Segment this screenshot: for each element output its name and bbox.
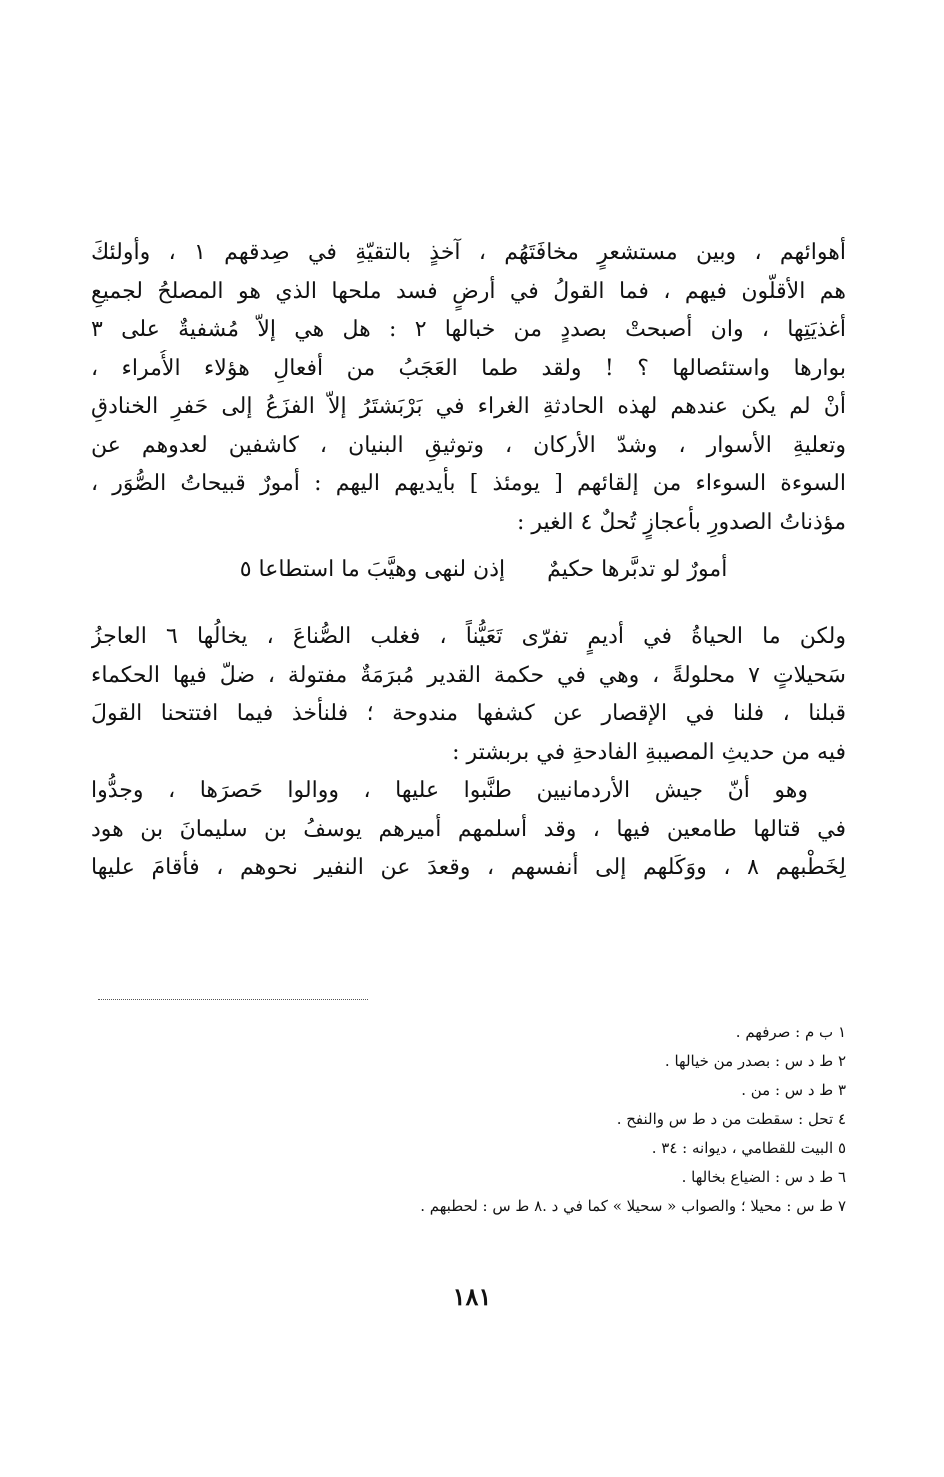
text-line: أنْ لم يكن عندهم لهذه الحادثةِ الغراء في بَرْبَشتَرُ إلاّ الفزَعُ إلى حَفرِ الخنادقِ xyxy=(91,394,846,419)
footnote: ٧ ط س : محيلا ؛ والصواب « سحيلا » كما في د . xyxy=(542,1197,846,1215)
footnote-divider xyxy=(98,999,368,1000)
text-line: هم الأقلّون فيهم ، فما القولُ في أرضٍ فسد ملحها الذي هو المصلحُ لجميعِ xyxy=(91,278,846,304)
text-line: سَحيلاتٍ ٧ محلولةً ، وهي في حكمة القدير مُبرَمَةٌ مفتولة ، ضلّ فيها الحكماء xyxy=(91,662,846,688)
footnote: ١ ب م : صرفهم . xyxy=(735,1023,846,1041)
page-number: ١٨١ xyxy=(452,1282,492,1311)
footnotes xyxy=(91,1018,846,1221)
text-line: قبلنا ، فلنا في الإقصار عن كشفها مندوحة ؛ فلنأخذ فيما افتتحنا القولَ xyxy=(91,701,846,726)
footnote: ٤ تحل : سقطت من د ط س والنفح . xyxy=(616,1110,846,1128)
text-line: السوءة السوءاء من إلقائهم [ يومئذ ] بأيديهم اليهم : أمورٌ قبيحاتُ الصُّوَر ، xyxy=(91,471,846,496)
verse-second-hemistich: إذن لنهى وهيَّبَ ما استطاعا ٥ xyxy=(239,557,506,582)
text-line: فيه من حديثِ المصيبةِ الفادحةِ في بربشتر : xyxy=(452,739,846,765)
text-line: أهوائهم ، وبين مستشعرٍ مخافَتَهُم ، آخذٍ بالتقيّةِ في صِدقهم ١ ، وأولئكَ xyxy=(91,240,846,265)
footnote: ٥ البيت للقطامي ، ديوانه : ٣٤ . xyxy=(651,1139,846,1157)
footnote: ٣ ط د س : من . xyxy=(741,1081,846,1099)
footnote-row xyxy=(91,1192,846,1221)
paragraph-gap xyxy=(91,592,846,618)
text-line: ولكن ما الحياةُ في أديمٍ تفرّى تَعَيُّناً ، فغلب الصُّناعَ ، يخالُها ٦ العاجزُ xyxy=(91,624,846,649)
text-line: بوارها واستئصالها ؟ ! ولقد طما العَجَبُ من أفعالِ هؤلاء الأُمراء ، xyxy=(91,355,846,381)
text-line: أغذيَتِها ، وان أصبحتْ بصددٍ من خبالها ٢ : هل هي إلاّ مُشفيةٌ على ٣ xyxy=(91,317,846,342)
text-line: وتعليةِ الأسوار ، وشدّ الأركان ، وتوثيقِ البنيان ، كاشفين لعدوهم عن xyxy=(91,432,846,458)
text-line: مؤذناتُ الصدورِ بأعجازٍ تُحلٌ ٤ الغير : xyxy=(516,509,846,535)
text-line: وهو أنّ جيش الأردمانيين طنَّبوا عليها ، ووالوا حَصرَها ، وجدُّوا xyxy=(91,778,808,803)
footnote: ٨ ط س : لحطبهم . xyxy=(420,1197,543,1215)
main-text xyxy=(91,234,846,888)
poetry-verse xyxy=(91,548,846,592)
footnote: ٢ ط د س : بصدر من خيالها . xyxy=(664,1052,846,1070)
text-line: في قتالها طامعين فيها ، وقد أسلمهم أميرهم يوسفُ بن سليمانَ بن هود xyxy=(91,816,846,842)
footnote: ٦ ط د س : الضياع بخالها . xyxy=(681,1168,846,1186)
verse-first-hemistich: أمورٌ لو تدبَّرها حكيمٌ xyxy=(547,557,728,582)
text-line: لِخَطْبهم ٨ ، ووَكَلهم إلى أنفسهم ، وقعدَ عن النفير نحوهم ، فأقامَ عليها xyxy=(91,855,846,880)
